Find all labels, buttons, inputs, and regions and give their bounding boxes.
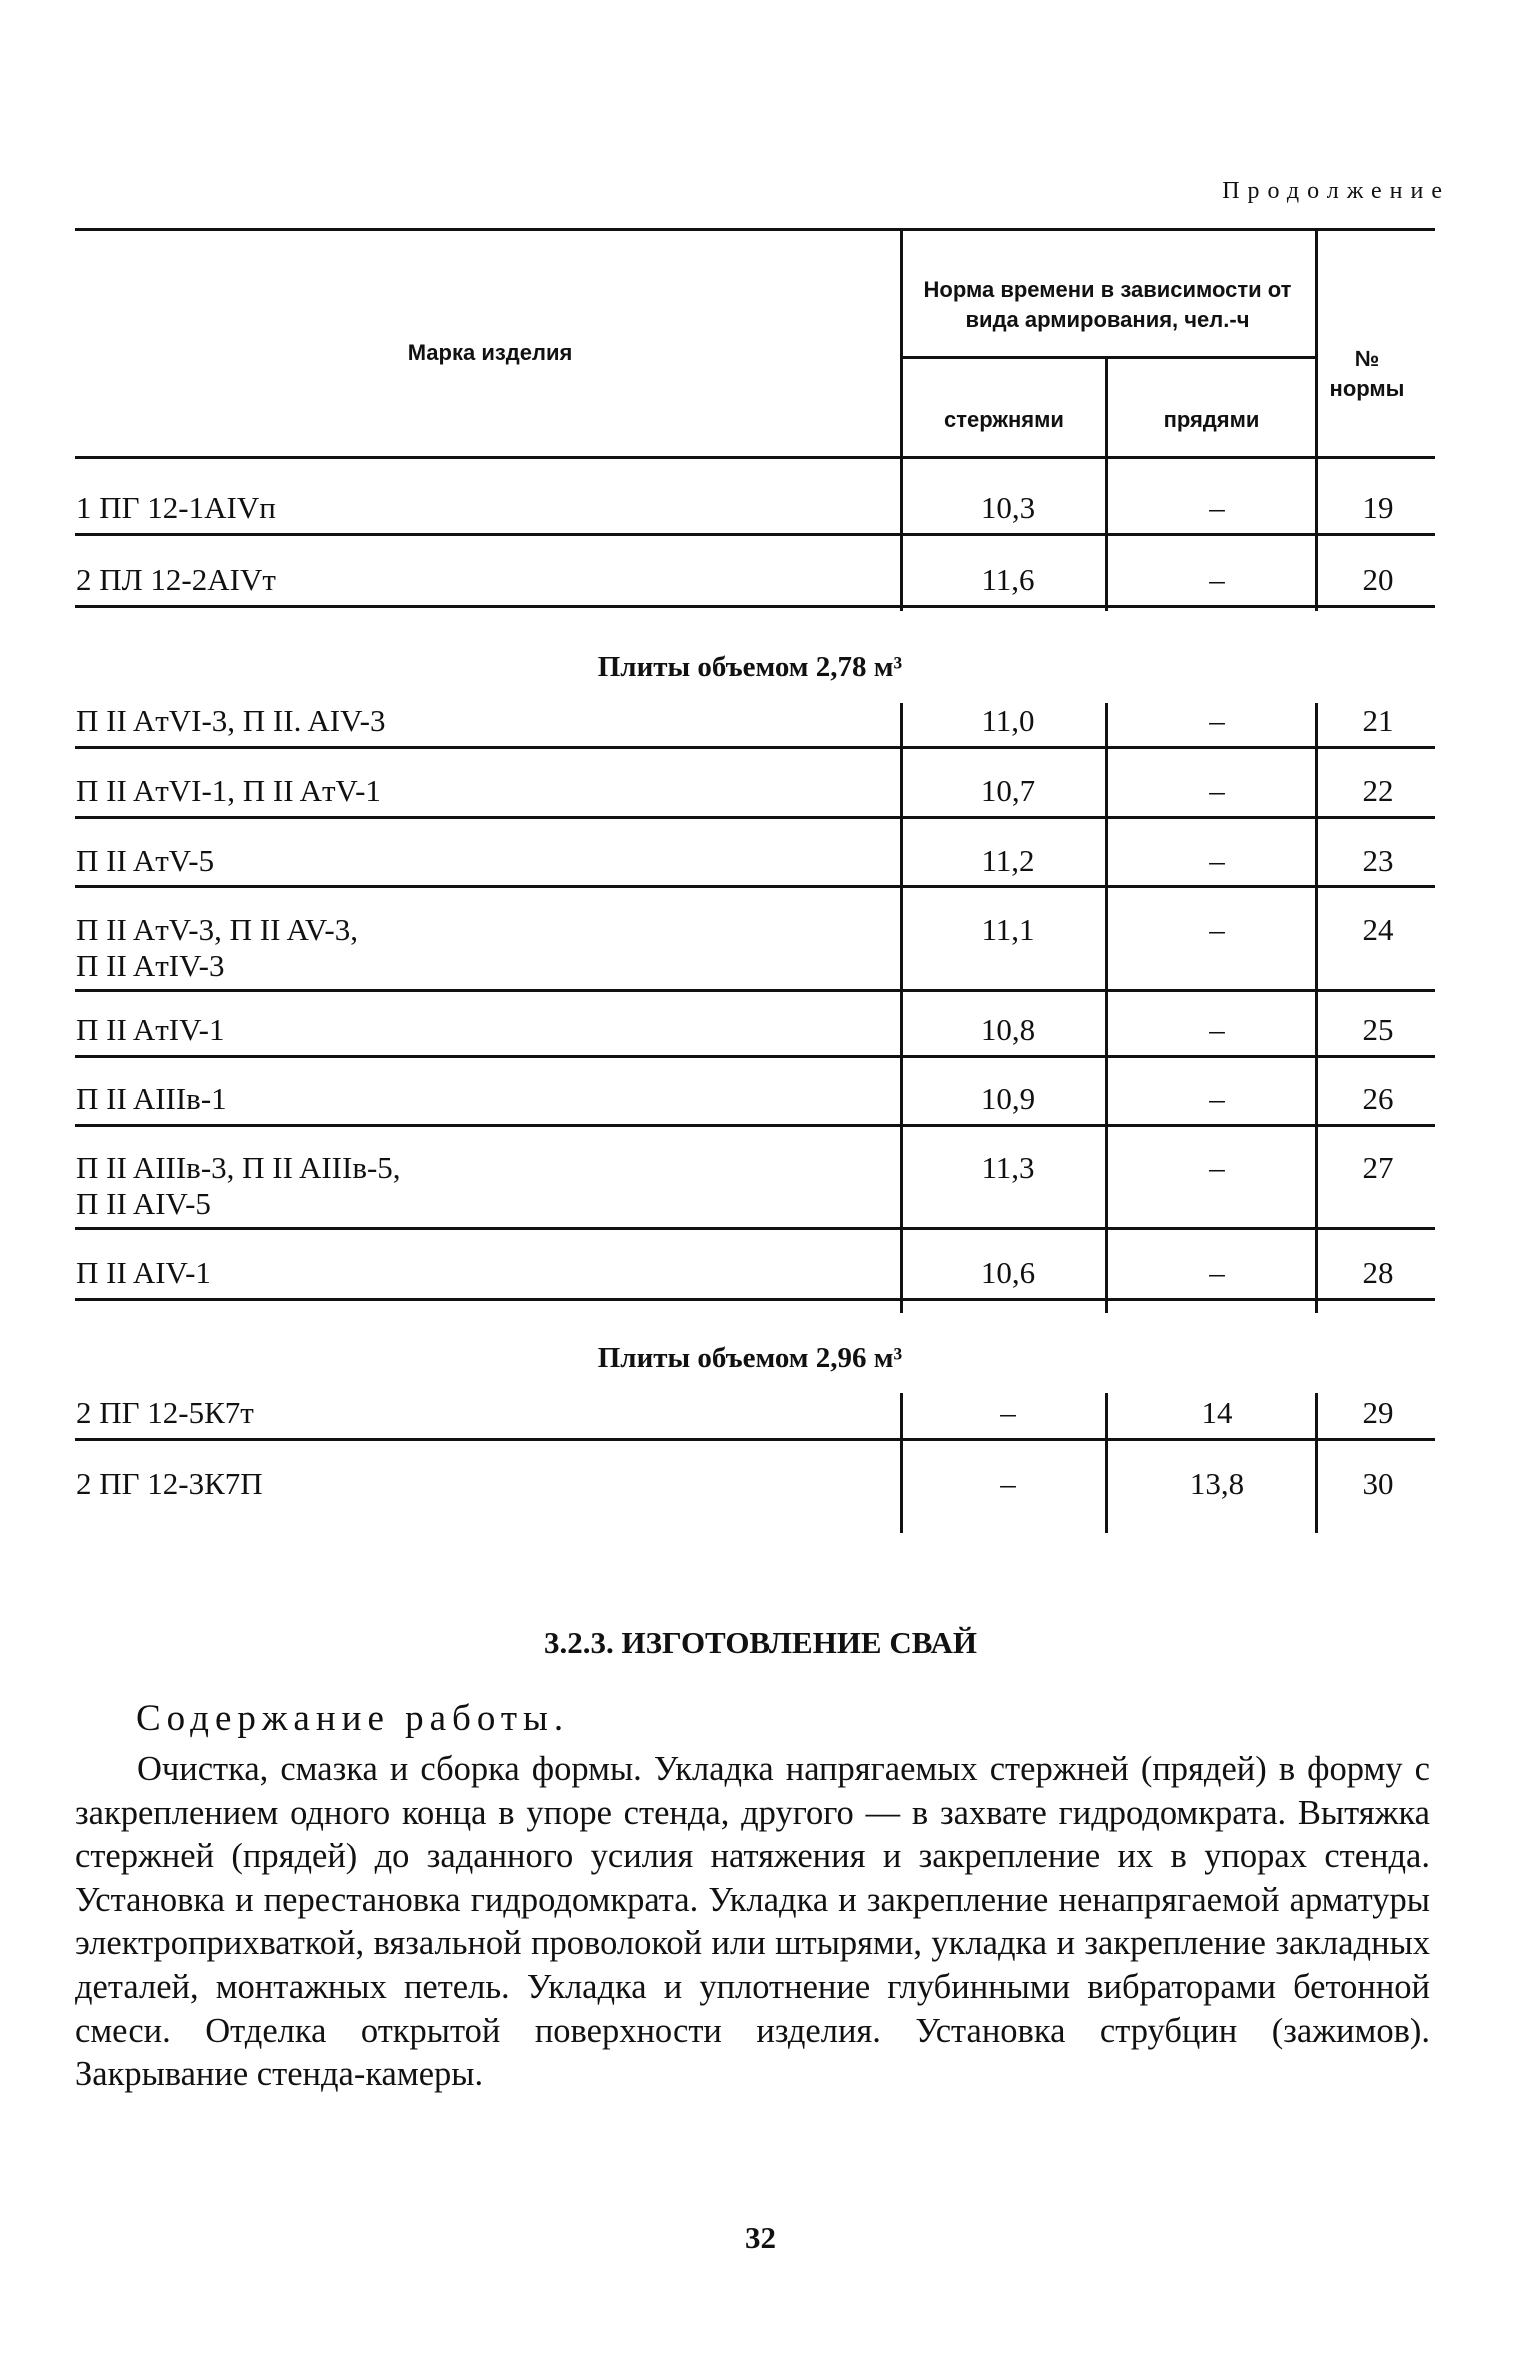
work-content-title: Содержание работы. [136, 1698, 570, 1739]
row-no: 26 [1362, 1081, 1394, 1116]
row-rule [75, 605, 1435, 608]
row-no: 24 [1362, 912, 1394, 947]
row-mark: П II AIIIв-3, П II AIIIв-5, П II AIV-5 [76, 1150, 401, 1221]
row-rods: 10,3 [980, 490, 1036, 525]
table-top-rule [75, 228, 1435, 231]
row-strands: – [1209, 1081, 1225, 1116]
row-rods: 11,2 [981, 843, 1035, 878]
row-mark: П II AтVI-1, П II AтV-1 [76, 773, 381, 808]
row-mark: 2 ПГ 12-5К7т [76, 1395, 254, 1430]
header-mark: Марка изделия [407, 340, 573, 365]
row-no: 25 [1362, 1012, 1394, 1047]
row-strands: – [1209, 1150, 1225, 1185]
row-rule [75, 816, 1435, 819]
row-rule [75, 1055, 1435, 1058]
row-no: 27 [1362, 1150, 1394, 1185]
row-strands: – [1209, 773, 1225, 808]
row-strands: – [1209, 1012, 1225, 1047]
row-no: 20 [1362, 562, 1394, 597]
row-mark: П II AтIV-1 [76, 1012, 225, 1047]
row-no: 28 [1362, 1255, 1394, 1290]
row-mark: 2 ПЛ 12-2AIVт [76, 562, 276, 597]
row-rods: – [1000, 1395, 1016, 1430]
g2-vline-1 [900, 703, 903, 1313]
row-strands: – [1209, 562, 1225, 597]
row-strands: – [1209, 912, 1225, 947]
row-mark: 1 ПГ 12-1AIVп [76, 490, 276, 525]
row-mark: 2 ПГ 12-3К7П [76, 1466, 263, 1501]
row-rule [75, 533, 1435, 536]
row-rods: 10,7 [980, 773, 1036, 808]
row-rods: 10,6 [980, 1255, 1036, 1290]
row-strands: 14 [1201, 1395, 1233, 1430]
g3-vline-1 [900, 1393, 903, 1533]
row-strands: – [1209, 490, 1225, 525]
row-rule [75, 1227, 1435, 1230]
row-strands: – [1209, 1255, 1225, 1290]
row-rods: 11,1 [981, 912, 1035, 947]
section-title-2-96: Плиты объемом 2,96 м³ [597, 1342, 903, 1374]
row-strands: 13,8 [1189, 1466, 1245, 1501]
header-norm-group: Норма времени в зависимости от вида армирования, чел.-ч [923, 277, 1292, 332]
row-strands: – [1209, 703, 1225, 738]
header-vline-2 [1105, 356, 1108, 456]
continuation-label: Продолжение [1222, 178, 1450, 204]
row-rule [75, 1298, 1435, 1301]
row-mark: П II AтVI-3, П II. AIV-3 [76, 703, 386, 738]
section-title-2-78: Плиты объемом 2,78 м³ [597, 651, 903, 683]
header-norm-no: № нормы [1329, 346, 1405, 401]
row-no: 30 [1362, 1466, 1394, 1501]
header-bottom-rule [75, 456, 1435, 459]
row-mark: П II AтV-5 [76, 843, 215, 878]
page-number: 32 [745, 2220, 776, 2255]
section-heading: 3.2.3. ИЗГОТОВЛЕНИЕ СВАЙ [544, 1625, 977, 1660]
row-no: 21 [1362, 703, 1394, 738]
row-rods: 11,0 [981, 703, 1035, 738]
row-mark: П II AIV-1 [76, 1255, 211, 1290]
row-rods: 11,6 [981, 562, 1035, 597]
work-content-paragraph: Очистка, смазка и сборка формы. Укладка напрягаемых стержней (прядей) в форму с закреплением одного конца в упоре стенда, другого — в захвате гидродомкрата. Вытяжка стержней (прядей) до заданного усилия натяжения и закрепление их в упорах стенда. Установка и перестановка гидродомкрата. Укладка и закрепление ненапрягаемой арматуры электроприхваткой, вязальной проволокой или штырями, укладка и закрепление закладных деталей, монтажных петель. Укладка и уплотнение глубинными вибраторами бетонной смеси. Отделка открытой поверхности изделия. Установка струбцин (зажимов). Закрывание стенда-камеры. [75, 1750, 1430, 2094]
row-rule [75, 1438, 1435, 1441]
row-strands: – [1209, 843, 1225, 878]
row-rule [75, 1124, 1435, 1127]
row-no: 19 [1362, 490, 1394, 525]
row-rule [75, 885, 1435, 888]
row-no: 29 [1362, 1395, 1394, 1430]
row-rule [75, 989, 1435, 992]
row-no: 23 [1362, 843, 1394, 878]
row-no: 22 [1362, 773, 1394, 808]
row-rods: 11,3 [981, 1150, 1035, 1185]
row-mark: П II AIIIв-1 [76, 1081, 227, 1116]
row-rule [75, 746, 1435, 749]
header-vline-3 [1315, 228, 1318, 456]
row-mark: П II AтV-3, П II AV-3, П II AтIV-3 [76, 912, 358, 983]
row-rods: 10,9 [980, 1081, 1036, 1116]
header-strands: прядями [1163, 407, 1260, 432]
row-rods: – [1000, 1466, 1016, 1501]
header-rods: стержнями [944, 407, 1064, 432]
row-rods: 10,8 [980, 1012, 1036, 1047]
